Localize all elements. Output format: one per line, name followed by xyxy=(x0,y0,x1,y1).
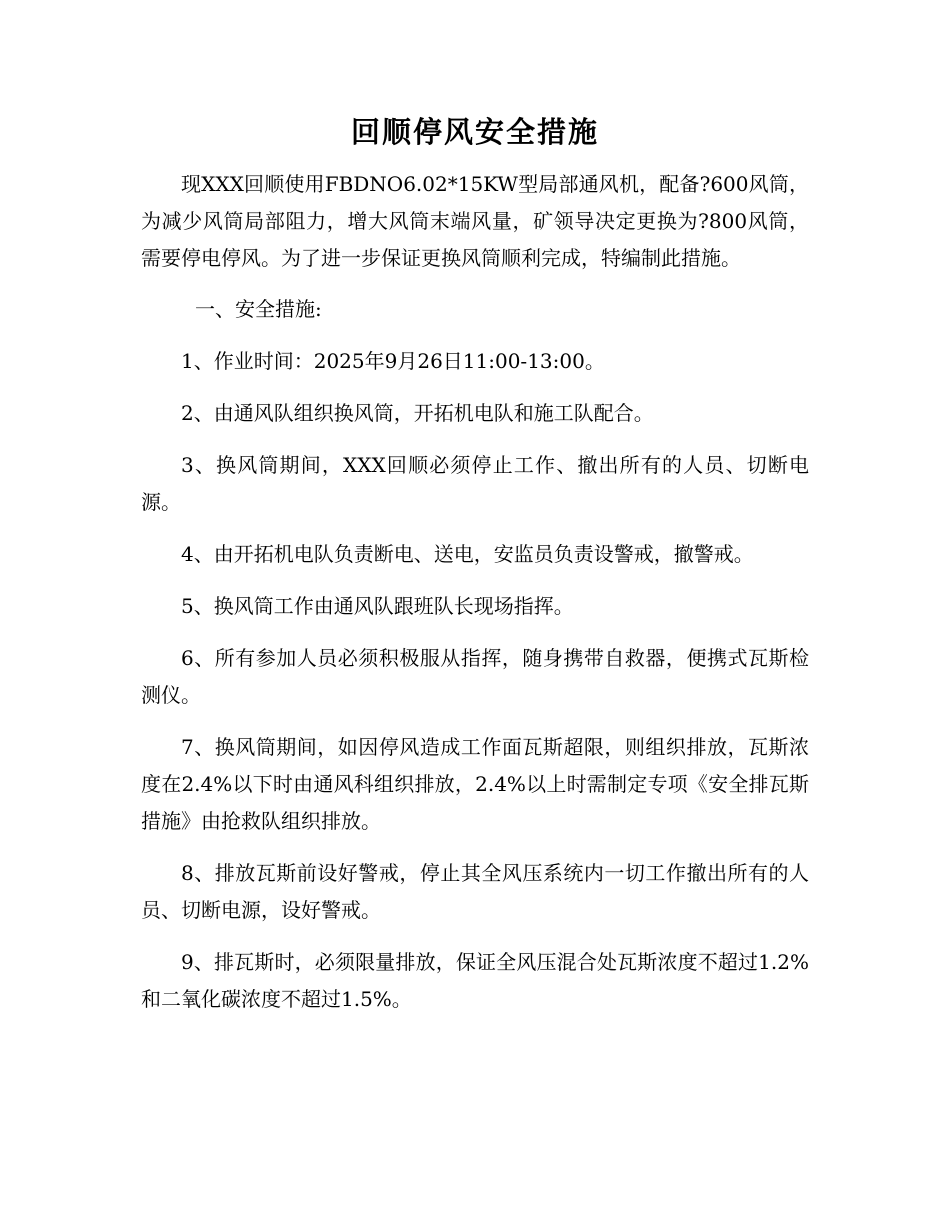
document-body xyxy=(141,166,809,1033)
section-heading: 一、安全措施: xyxy=(195,297,322,321)
measure-item-1: 1、作业时间：2025年9月26日11:00-13:00。 xyxy=(181,349,605,373)
measure-item-6: 6、所有参加人员必须积极服从指挥，随身携带自救器，便携式瓦斯检测仪。 xyxy=(141,646,809,707)
measure-item-3: 3、换风筒期间，XXX回顺必须停止工作、撤出所有的人员、切断电源。 xyxy=(141,453,809,514)
measure-item-5: 5、换风筒工作由通风队跟班队长现场指挥。 xyxy=(181,594,574,618)
measure-item-8: 8、排放瓦斯前设好警戒，停止其全风压系统内一切工作撤出所有的人员、切断电源，设好警戒。 xyxy=(141,861,809,922)
document-title: 回顺停风安全措施 xyxy=(350,115,599,149)
measure-item-2: 2、由通风队组织换风筒，开拓机电队和施工队配合。 xyxy=(181,401,654,425)
intro-paragraph: 现XXX回顺使用FBDNO6.02*15KW型局部通风机，配备?600风筒，为减少风筒局部阻力，增大风筒末端风量，矿领导决定更换为?800风筒，需要停电停风。为了进一步保证更换风筒顺利完成，特编制此措施。 xyxy=(141,172,809,270)
measure-item-4: 4、由开拓机电队负责断电、送电，安监员负责设警戒，撤警戒。 xyxy=(181,542,754,566)
measure-item-9: 9、排瓦斯时，必须限量排放，保证全风压混合处瓦斯浓度不超过1.2%和二氧化碳浓度不超过1.5%。 xyxy=(141,950,809,1011)
measure-item-7: 7、换风筒期间，如因停风造成工作面瓦斯超限，则组织排放，瓦斯浓度在2.4%以下时由通风科组织排放，2.4%以上时需制定专项《安全排瓦斯措施》由抢救队组织排放。 xyxy=(141,735,809,833)
